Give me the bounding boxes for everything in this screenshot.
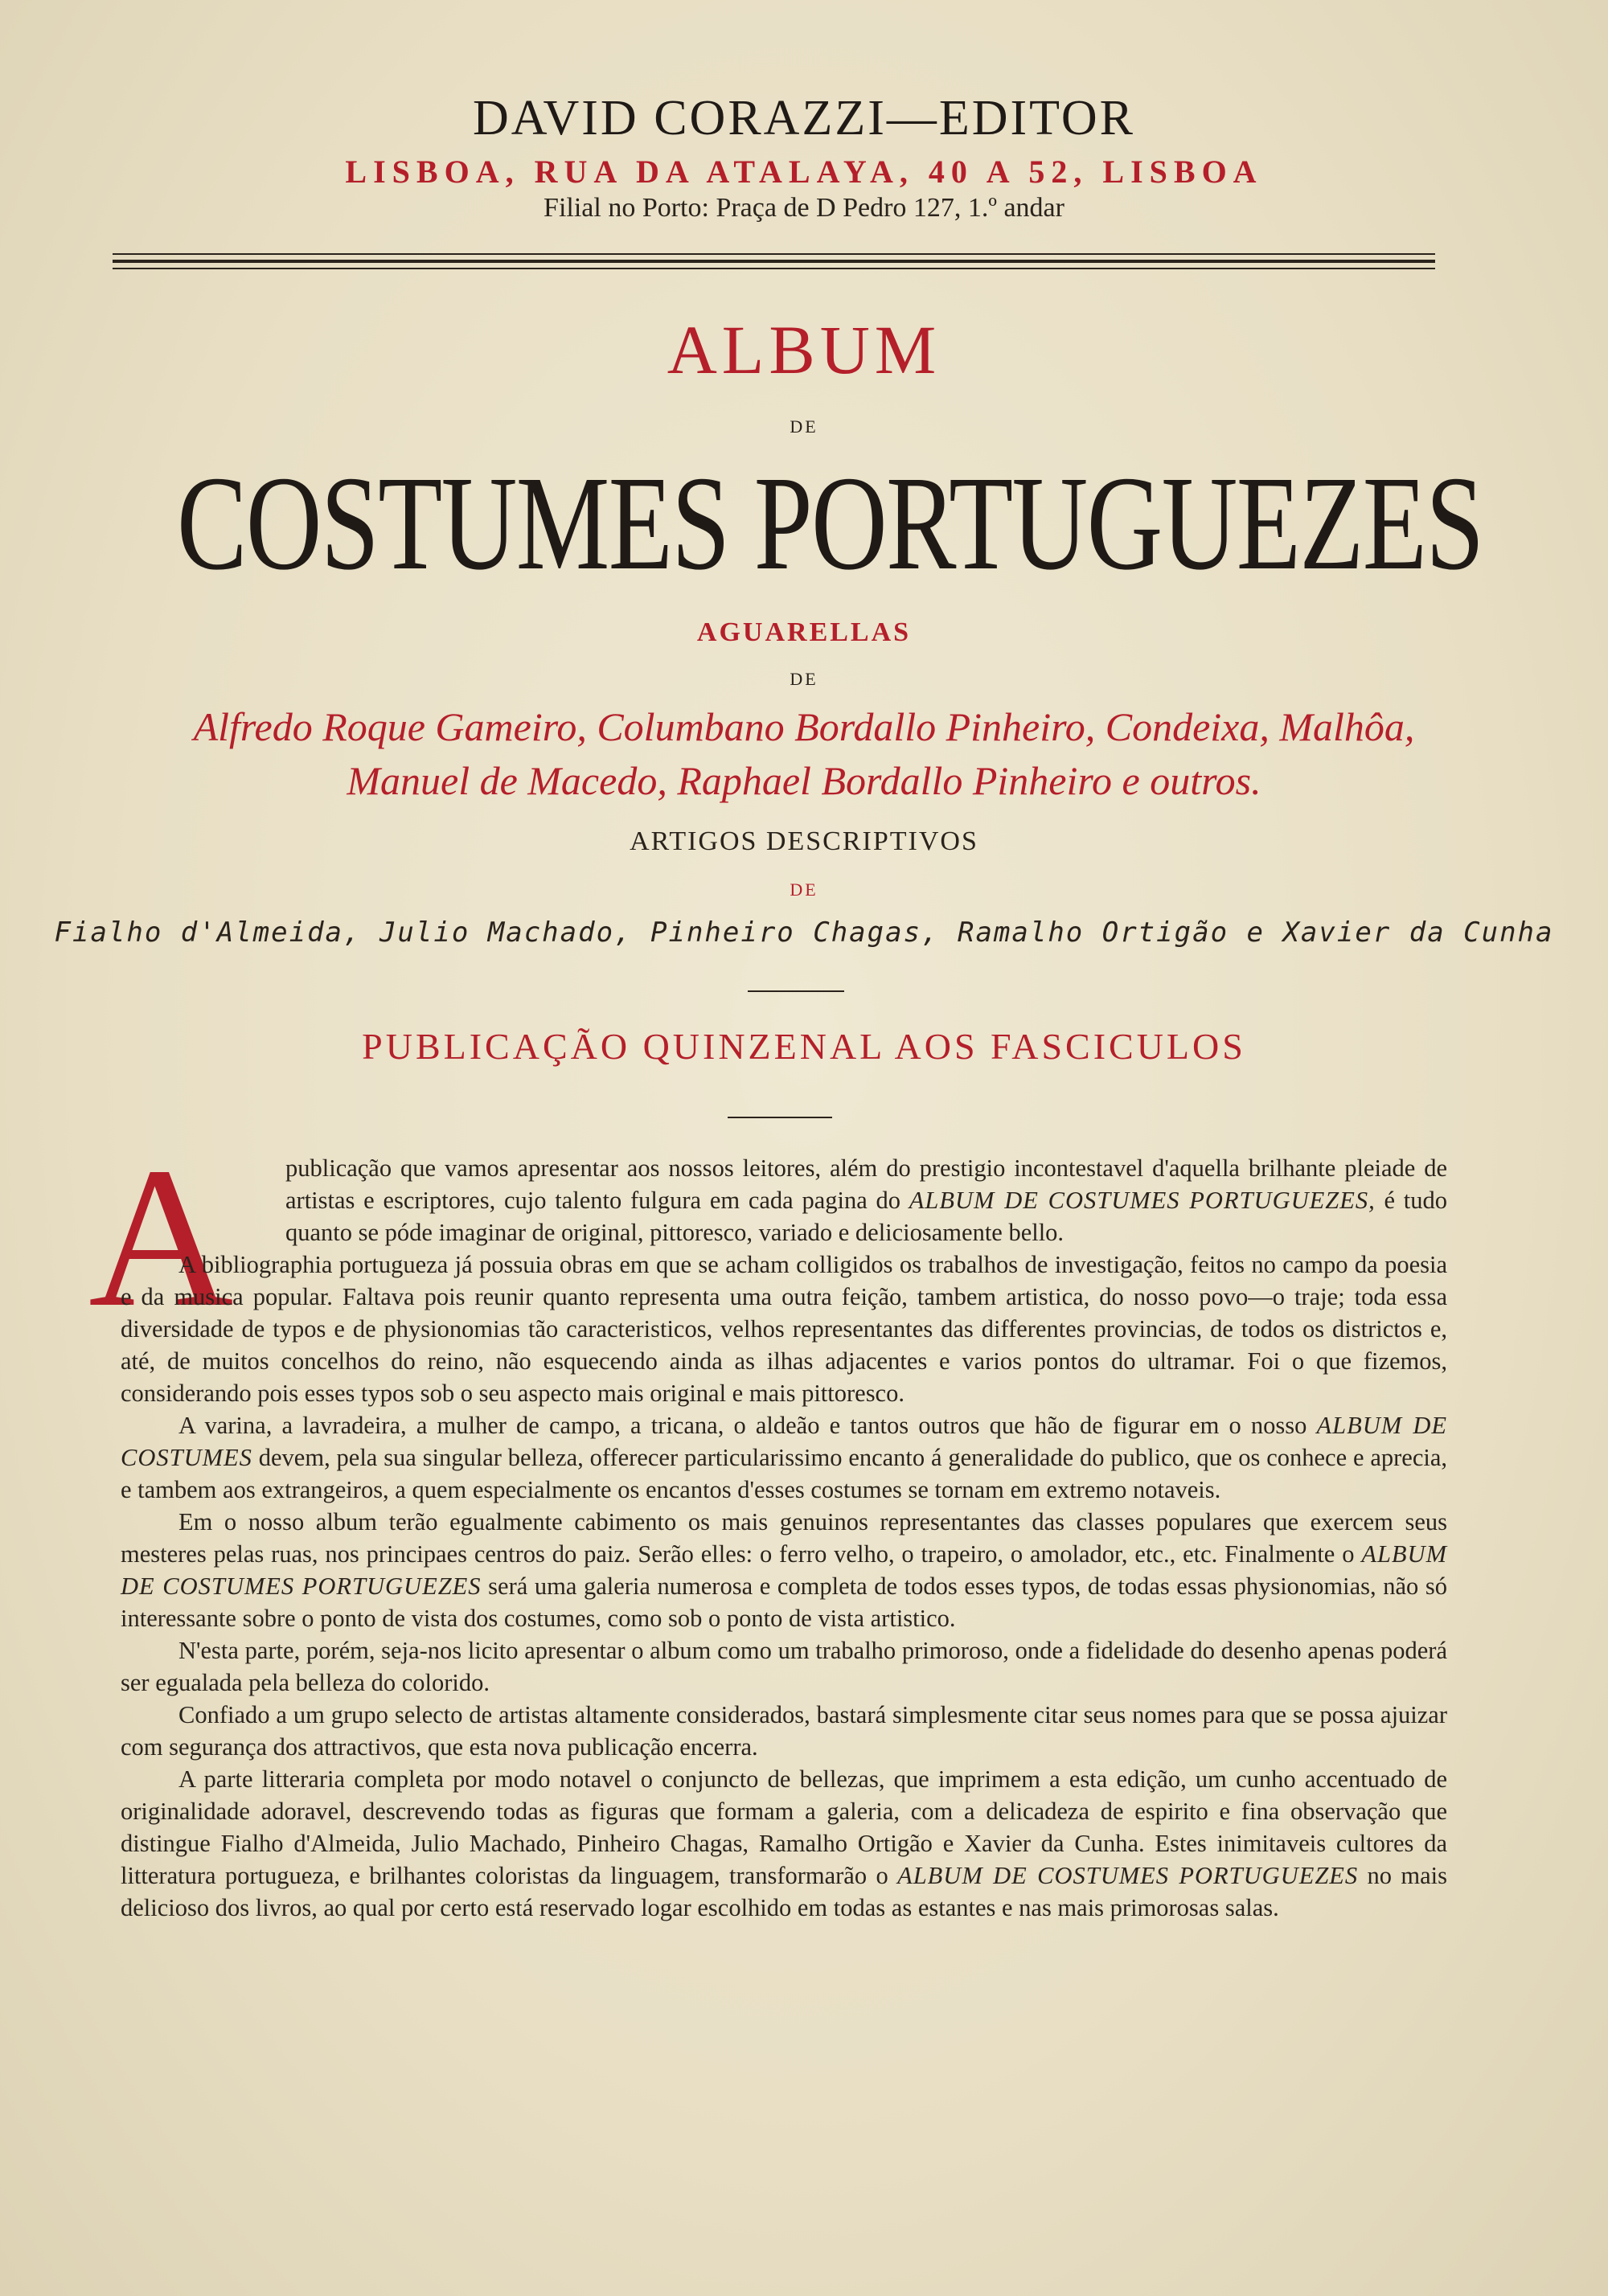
authors-line: Fialho d'Almeida, Julio Machado, Pinheiro Chagas, Ramalho Ortigão e Xavier da Cunha (54, 916, 1554, 949)
short-divider-1 (748, 990, 844, 992)
address-line: LISBOA, RUA DA ATALAYA, 40 A 52, LISBOA (345, 154, 1263, 190)
paragraph-1 (285, 1152, 1447, 1248)
paragraph-1-wrap (121, 1152, 1447, 1248)
paragraph-2-text: A bibliographia portugueza já possuia obras em que se acham colligidos os trabalhos de investigação, feitos no campo da poesia e da musica popular. Faltava pois reunir quanto representa uma outra feição, tambem artistica, do nosso povo—o traje; toda essa diversidade de typos e de physionomias tão caracteristicos, velhos representantes das differentes provincias, de todos os districtos e, até, de muitos concelhos do reino, não esquecendo ainda as ilhas adjacentes e varios pontos do ultramar. Foi o que fizemos, considerando pois esses typos sob o seu aspecto mais original e mais pittoresco. (121, 1251, 1447, 1407)
main-title: COSTUMES PORTUGUEZES (177, 449, 1483, 598)
aguarellas-heading: AGUARELLAS (696, 617, 912, 647)
paragraph-6-text: Confiado a um grupo selecto de artistas altamente considerados, bastará simplesmente citar seus nomes para que se possa ajuizar com segurança dos attractivos, que esta nova publicação encerra. (121, 1701, 1447, 1761)
paragraph-7-title: ALBUM DE COSTUMES PORTUGUEZES (897, 1862, 1359, 1889)
paragraph-5 (121, 1634, 1447, 1699)
connector-de-2: DE (790, 669, 818, 689)
paragraph-7-text-a: A parte litteraria completa por modo notavel o conjuncto de bellezas, que imprimem a esta edição, um cunho accentuado de originalidade adoravel, descrevendo todas as figuras que formam a galeria, com a delicadeza de espirito e fina observação que distingue Fialho d'Almeida, Julio Machado, Pinheiro Chagas, Ramalho Ortigão e Xavier da Cunha. Estes inimitaveis cultores da litteratura portugueza, e brilhantes coloristas da linguagem, transformarão o (121, 1765, 1447, 1889)
paragraph-7-text-b: no mais delicioso dos livros, ao qual por certo está reservado logar escolhido em todas as estantes e nas mais primorosas salas. (121, 1862, 1447, 1921)
paragraph-7 (121, 1763, 1447, 1924)
artigos-heading: ARTIGOS DESCRIPTIVOS (630, 826, 978, 856)
publication-heading: PUBLICAÇÃO QUINZENAL AOS FASCICULOS (362, 1026, 1246, 1067)
paragraph-5-text: N'esta parte, porém, seja-nos licito apresentar o album como um trabalho primoroso, onde a fidelidade do desenho apenas poderá ser egualada pela belleza do colorido. (121, 1637, 1447, 1696)
paragraph-3-title: ALBUM DE COSTUMES (121, 1412, 1448, 1471)
publisher-line: DAVID CORAZZI—EDITOR (472, 91, 1136, 146)
paragraph-3-text-a: A varina, a lavradeira, a mulher de campo, a tricana, o aldeão e tantos outros que hão de figurar em o nosso (178, 1412, 1307, 1439)
artists-line-1: Alfredo Roque Gameiro, Columbano Bordallo Pinheiro, Condeixa, Malhôa, (193, 704, 1415, 749)
short-divider-2 (728, 1117, 832, 1118)
paragraph-6 (121, 1699, 1447, 1763)
connector-de-3: DE (790, 879, 818, 900)
filial-line: Filial no Porto: Praça de D Pedro 127, 1.º andar (544, 193, 1064, 223)
header-divider (113, 253, 1435, 274)
body-text (121, 1152, 1447, 1924)
paragraph-3-text-b: devem, pela sua singular belleza, offerecer particularissimo encanto á generalidade do publico, que os conhece e aprecia, e tambem aos extrangeiros, a quem especialmente os encantos d'esses costumes se tornam em extremo notaveis. (121, 1444, 1448, 1503)
paragraph-2 (121, 1248, 1447, 1409)
paragraph-4-text-a: Em o nosso album terão egualmente cabimento os mais genuinos representantes das classes populares que exercem seus mesteres pelas ruas, nos principaes centros do paiz. Serão elles: o ferro velho, o trapeiro, o amolador, etc., etc. Finalmente o (121, 1508, 1447, 1568)
paragraph-1-text-a: publicação que vamos apresentar aos nossos leitores, além do prestigio incontestavel d'aquella brilhante pleiade de artistas e escriptores, cujo talento fulgura em cada pagina do (285, 1154, 1447, 1214)
drop-cap: A (88, 1126, 234, 1349)
paragraph-1-text-b: é tudo quanto se póde imaginar de original, pittoresco, variado e deliciosamente bello. (285, 1187, 1448, 1246)
artists-line-2: Manuel de Macedo, Raphael Bordallo Pinheiro e outros. (347, 758, 1261, 803)
paragraph-4 (121, 1506, 1447, 1634)
connector-de-1: DE (790, 416, 818, 437)
paragraph-4-title: ALBUM DE COSTUMES PORTUGUEZES (121, 1540, 1447, 1600)
album-heading: ALBUM (667, 311, 941, 388)
paragraph-1-title: ALBUM DE COSTUMES PORTUGUEZES, (909, 1187, 1376, 1214)
paragraph-4-text-b: será uma galeria numerosa e completa de todos esses typos, de todas essas physionomias, não só interessante sobre o ponto de vista dos costumes, como sob o ponto de vista artistico. (121, 1572, 1448, 1632)
paragraph-3 (121, 1409, 1447, 1506)
